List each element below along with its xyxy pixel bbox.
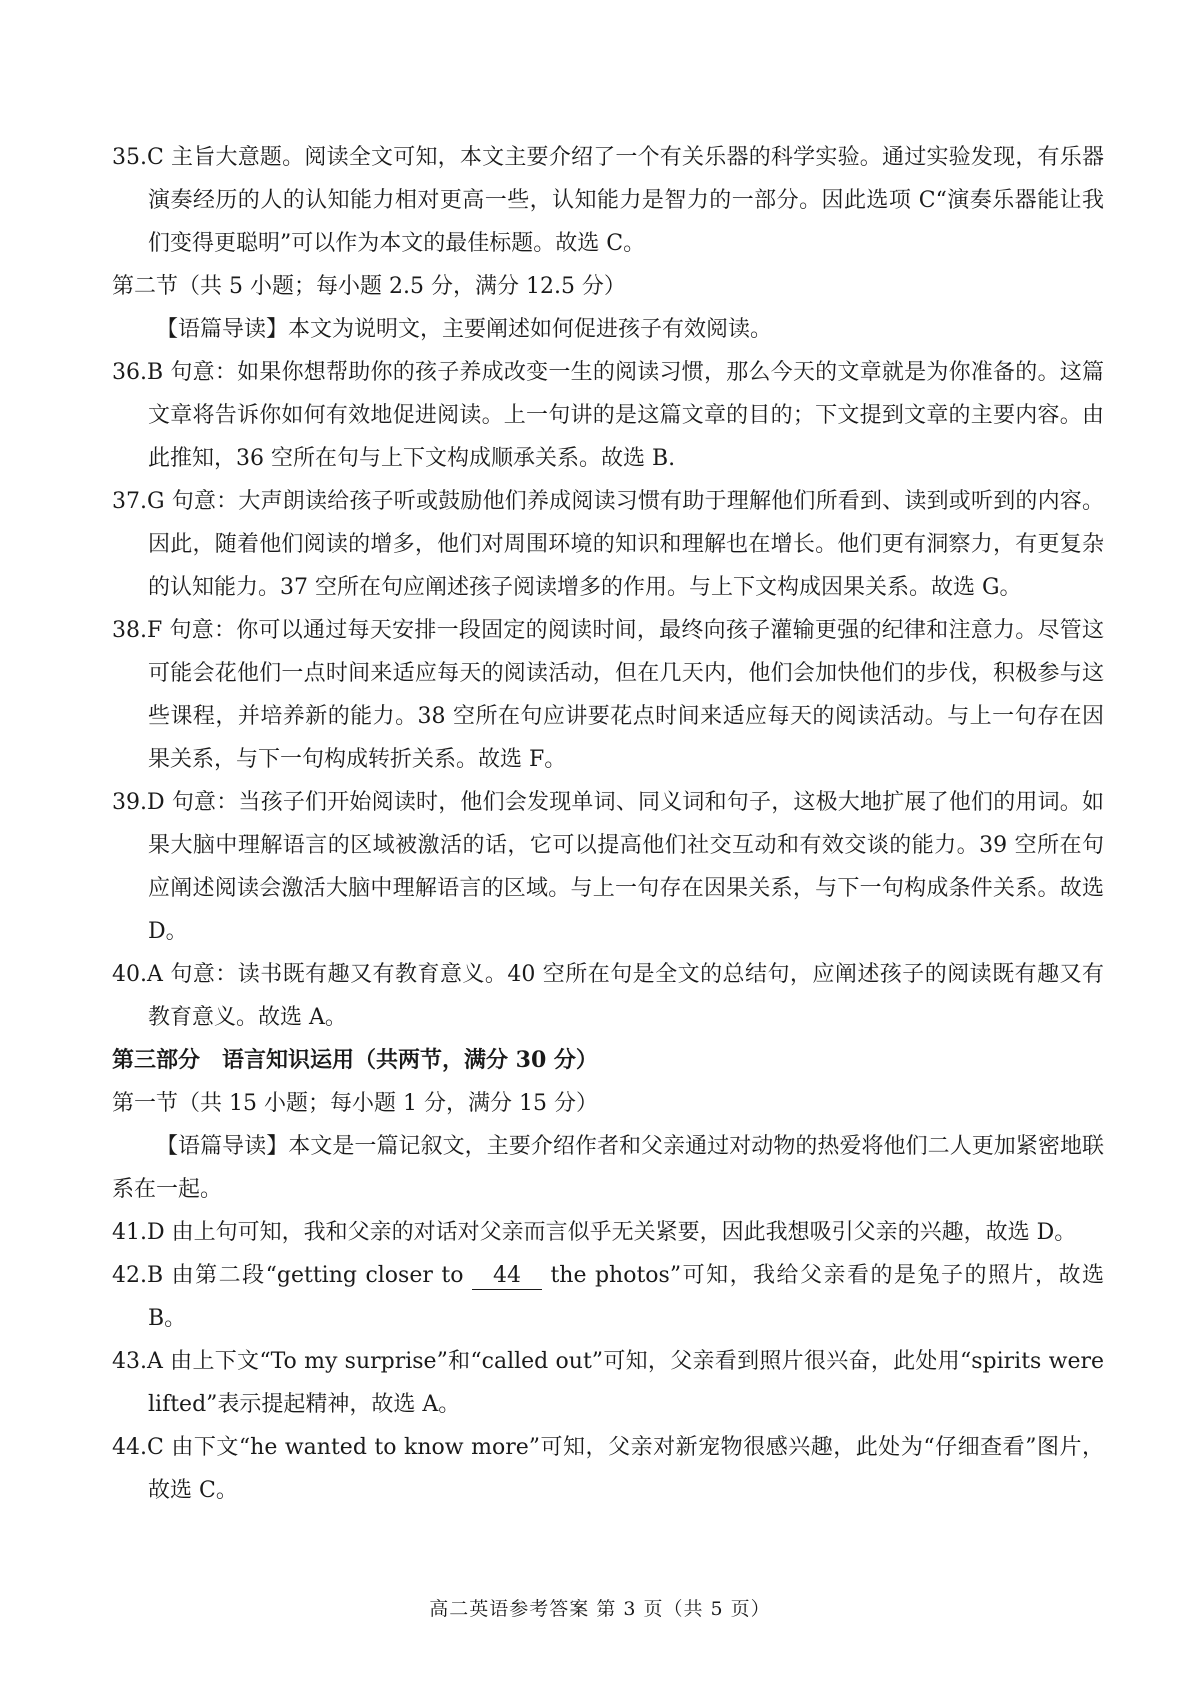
answer-text: A 句意：读书既有趣又有教育意义。40 空所在句是全文的总结句，应阐述孩子的阅读既有趣又有教育意义。故选 A。: [147, 962, 1104, 1030]
answer-text: D 句意：当孩子们开始阅读时，他们会发现单词、同义词和句子，这极大地扩展了他们的用词。如果大脑中理解语言的区域被激活的话，它可以提高他们社交互动和有效交谈的能力。39 空所在句应阐述阅读会激活大脑中理解语言的区域。与上一句存在因果关系，与下一句构成条件关系。故选 D。: [147, 790, 1104, 944]
answer-number: 40.: [112, 962, 147, 987]
answer-text: C 由下文“he wanted to know more”可知，父亲对新宠物很感兴趣，此处为“仔细查看”图片，故选 C。: [147, 1435, 1104, 1503]
answer-number: 35.: [112, 145, 147, 170]
answer-44: [112, 1426, 1104, 1512]
section-2-heading: 第二节（共 5 小题；每小题 2.5 分，满分 12.5 分）: [112, 274, 626, 299]
answer-36: [112, 351, 1104, 480]
section-2-intro: 【语篇导读】本文为说明文，主要阐述如何促进孩子有效阅读。: [156, 317, 773, 342]
answer-number: 37.: [112, 489, 147, 514]
answer-text: A 由上下文“To my surprise”和“called out”可知，父亲看到照片很兴奋，此处用“spirits were lifted”表示提起精神，故选 A。: [147, 1349, 1104, 1417]
answer-40: [112, 953, 1104, 1039]
answer-number: 44.: [112, 1435, 147, 1460]
answer-text-end: the photos”可知，我给父亲看的是兔子的照片，故选 B。: [148, 1263, 1105, 1331]
answer-number: 43.: [112, 1349, 147, 1374]
answer-37: [112, 480, 1104, 609]
answer-number: 42.: [112, 1263, 147, 1288]
answer-text: B 句意：如果你想帮助你的孩子养成改变一生的阅读习惯，那么今天的文章就是为你准备的。这篇文章将告诉你如何有效地促进阅读。上一句讲的是这篇文章的目的；下文提到文章的主要内容。由此推知，36 空所在句与上下文构成顺承关系。故选 B.: [147, 360, 1104, 471]
answer-42: [112, 1254, 1104, 1340]
answer-text-start: B 由第二段“getting closer to: [147, 1263, 472, 1288]
answer-text: D 由上句可知，我和父亲的对话对父亲而言似乎无关紧要，因此我想吸引父亲的兴趣，故选 D。: [147, 1220, 1077, 1245]
section-1-intro: 【语篇导读】本文是一篇记叙文，主要介绍作者和父亲通过对动物的热爱将他们二人更加紧密地联系在一起。: [112, 1134, 1104, 1202]
answer-38: [112, 609, 1104, 781]
answer-43: [112, 1340, 1104, 1426]
answer-39: [112, 781, 1104, 953]
answer-number: 41.: [112, 1220, 147, 1245]
answer-content: [112, 136, 1104, 1512]
answer-text: C 主旨大意题。阅读全文可知，本文主要介绍了一个有关乐器的科学实验。通过实验发现，有乐器演奏经历的人的认知能力相对更高一些，认知能力是智力的一部分。因此选项 C“演奏乐器能让我们变得更聪明”可以作为本文的最佳标题。故选 C。: [147, 145, 1104, 256]
answer-number: 36.: [112, 360, 147, 385]
answer-41: [112, 1211, 1104, 1254]
answer-number: 39.: [112, 790, 147, 815]
answer-35: [112, 136, 1104, 265]
answer-number: 38.: [112, 618, 147, 643]
answer-text: G 句意：大声朗读给孩子听或鼓励他们养成阅读习惯有助于理解他们所看到、读到或听到的内容。因此，随着他们阅读的增多，他们对周围环境的知识和理解也在增长。他们更有洞察力，有更复杂的认知能力。37 空所在句应阐述孩子阅读增多的作用。与上下文构成因果关系。故选 G。: [147, 489, 1104, 600]
page-footer: 高二英语参考答案 第 3 页（共 5 页）: [429, 1598, 771, 1620]
answer-text: F 句意：你可以通过每天安排一段固定的阅读时间，最终向孩子灌输更强的纪律和注意力。尽管这可能会花他们一点时间来适应每天的阅读活动，但在几天内，他们会加快他们的步伐，积极参与这些课程，并培养新的能力。38 空所在句应讲要花点时间来适应每天的阅读活动。与上一句存在因果关系，与下一句构成转折关系。故选 F。: [147, 618, 1104, 772]
fill-blank: 44: [472, 1263, 542, 1290]
section-1-heading: 第一节（共 15 小题；每小题 1 分，满分 15 分）: [112, 1091, 598, 1116]
part-3-heading: 第三部分 语言知识运用（共两节，满分 30 分）: [112, 1047, 598, 1073]
